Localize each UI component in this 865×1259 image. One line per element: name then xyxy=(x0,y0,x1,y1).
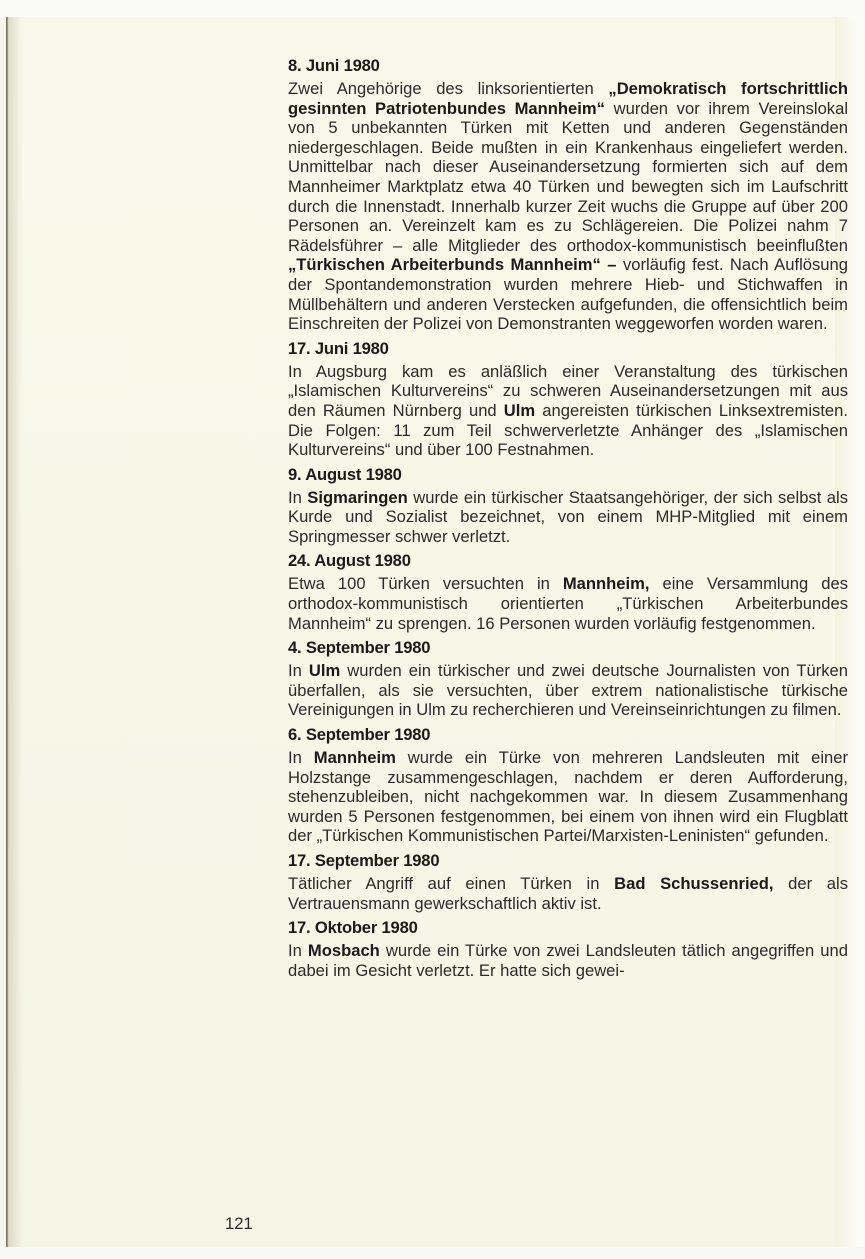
entry-text: Tätlicher Angriff auf einen Türken in xyxy=(288,874,615,893)
text-column xyxy=(288,56,848,985)
chronology-entry xyxy=(288,551,848,633)
chronology-entry xyxy=(288,638,848,720)
entry-body xyxy=(288,488,848,547)
organization-name: „Türkischen Arbeiterbunds Mannheim“ – xyxy=(288,255,617,275)
organization-name: „Demokratisch fortschrittlich gesinnten Patriotenbundes Mannheim“ xyxy=(288,79,848,118)
entry-date: 4. September 1980 xyxy=(288,638,431,658)
spine-shadow xyxy=(9,17,23,1247)
entry-text: wurde ein Türke von mehreren Landsleuten mit einer Holzstange zusammengeschlagen, nachdem er deren Aufforderung, stehenzubleiben, nicht nachgekommen war. In diesem Zusammenhang wurden 5 Personen festgenommen, bei einem von ihnen wird ein Flugblatt der „Türkischen Kommunistischen Partei/Marxisten-Leninisten“ gefunden. xyxy=(288,748,848,846)
entry-date: 8. Juni 1980 xyxy=(288,56,380,75)
entry-date: 17. September 1980 xyxy=(288,851,440,870)
place-name: Ulm xyxy=(308,661,341,681)
entry-body xyxy=(288,362,848,460)
entry-text: In xyxy=(288,941,308,961)
chronology-entry xyxy=(288,339,848,460)
chronology-entry xyxy=(288,56,848,334)
place-name: Bad Schussenried, xyxy=(614,874,774,893)
entry-text: In xyxy=(288,487,308,507)
entry-text: In Augsburg kam es anläßlich einer Veranstaltung des türkischen „Islamischen Kulturvereins“ zu schweren Auseinandersetzungen mit aus den Räumen Nürnberg und xyxy=(288,361,848,420)
entry-body xyxy=(288,661,848,720)
place-name: Ulm xyxy=(503,400,536,420)
entry-text: Etwa 100 Türken versuchten in xyxy=(288,574,563,594)
place-name: Sigmaringen xyxy=(307,487,408,507)
entry-text: In xyxy=(288,661,309,681)
place-name: Mannheim xyxy=(313,748,396,768)
entry-text: eine Versammlung des orthodox-kommunistisch orientierten „Türkischen Arbeiterbundes Mannheim“ zu sprengen. 16 Personen wurden vorläufig festgenommen. xyxy=(288,574,848,633)
chronology-entry xyxy=(288,918,848,980)
entry-date: 24. August 1980 xyxy=(288,551,411,571)
entry-body xyxy=(288,574,848,633)
entry-date: 17. Oktober 1980 xyxy=(288,918,418,938)
entry-text: wurden ein türkischer und zwei deutsche Journalisten von Türken überfallen, als sie versuchten, über extrem nationalistische türkische Vereinigungen in Ulm zu recherchieren und Vereinseinrichtungen zu filmen. xyxy=(288,661,848,720)
page-number: 121 xyxy=(225,1214,253,1233)
entry-body xyxy=(288,874,848,913)
entry-date: 17. Juni 1980 xyxy=(288,338,389,358)
entry-body xyxy=(288,79,848,334)
entry-body xyxy=(288,748,848,846)
entry-text: In xyxy=(288,748,314,768)
scan-margin-bottom xyxy=(0,1247,865,1259)
entry-body xyxy=(288,941,848,980)
entry-text: der als Vertrauensmann gewerkschaftlich aktiv ist. xyxy=(288,874,848,913)
entry-text: wurde ein türkischer Staatsangehöriger, der sich selbst als Kurde und Sozialist bezeichnet, von einem MHP-Mitglied mit einem Springmesser schwer verletzt. xyxy=(288,487,848,546)
place-name: Mannheim, xyxy=(562,574,650,594)
chronology-entry xyxy=(288,725,848,846)
entry-date: 6. September 1980 xyxy=(288,725,431,745)
entry-text: wurden vor ihrem Vereinslokal von 5 unbekannten Türken mit Ketten und anderen Gegenständen niedergeschlagen. Beide mußten in ein Krankenhaus eingeliefert werden. Unmittelbar nach dieser Auseinandersetzung formierten sich auf dem Mannheimer Marktplatz etwa 40 Türken und bewegten sich im Laufschritt durch die Innenstadt. Innerhalb kurzer Zeit wuchs die Gruppe auf über 200 Personen an. Vereinzelt kam es zu Schlägereien. Die Polizei nahm 7 Rädelsführer – alle Mitglieder des orthodox-kommunistisch beeinflußten xyxy=(288,98,849,255)
scan-margin-top xyxy=(0,0,865,17)
chronology-entry xyxy=(288,851,848,913)
entry-text: Zwei Angehörige des linksorientierten xyxy=(288,79,609,98)
entry-text: angereisten türkischen Linksextremisten. Die Folgen: 11 zum Teil schwerverletzte Anhänger des „Islamischen Kulturvereins“ und über 100 Festnahmen. xyxy=(288,400,849,460)
place-name: Mosbach xyxy=(307,941,380,961)
entry-text: vorläufig fest. Nach Auflösung der Spontandemonstration wurden mehrere Hieb- und Stichwaffen in Müllbehältern und anderen Verstecken aufgefunden, die offensichtlich beim Einschreiten der Polizei von Demonstranten weggeworfen worden waren. xyxy=(288,255,848,334)
chronology-entry xyxy=(288,465,848,547)
entry-text: wurde ein Türke von zwei Landsleuten tätlich angegriffen und dabei im Gesicht verletzt. Er hatte sich gewei- xyxy=(288,941,848,980)
entry-date: 9. August 1980 xyxy=(288,464,402,484)
